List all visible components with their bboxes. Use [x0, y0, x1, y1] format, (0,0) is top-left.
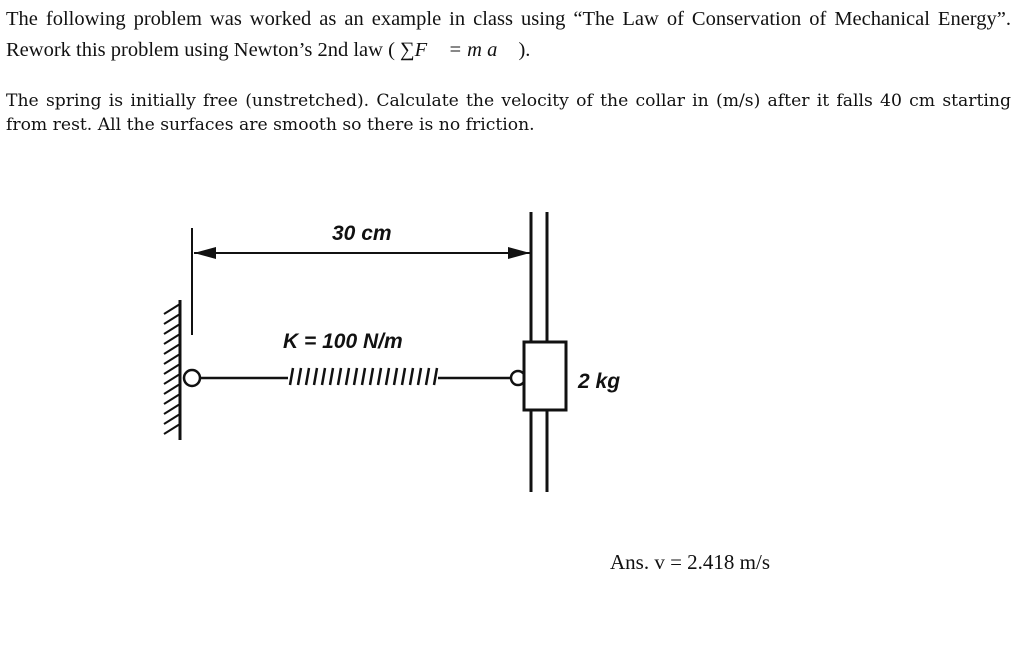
- intro-prefix: The following problem was worked as an example in class using “The Law of Conservation of Mechanical Energy”. Rework this problem using Newton’s 2nd law (: [6, 8, 1011, 61]
- mass-label: 2 kg: [578, 370, 621, 393]
- wall-pin: [184, 370, 200, 386]
- wall-hatching: [164, 304, 180, 434]
- problem-intro: [6, 4, 1011, 66]
- dimension-arrow-left: [194, 247, 216, 259]
- problem-statement: The spring is initially free (unstretched). Calculate the velocity of the collar in (m/s) after it falls 40 cm starting from rest. All the surfaces are smooth so there is no friction.: [6, 91, 1011, 135]
- newton-law-formula: ∑F⃗ = m a⃗: [400, 39, 514, 61]
- answer-line: Ans. v = 2.418 m/s: [610, 550, 771, 574]
- spring-constant-label: K = 100 N/m: [283, 330, 403, 353]
- collar-block: [524, 342, 566, 410]
- spring-coils: [290, 368, 437, 385]
- distance-label: 30 cm: [332, 222, 392, 245]
- intro-suffix: ).: [518, 39, 531, 61]
- dimension-arrow-right: [508, 247, 530, 259]
- spring-collar-diagram: [150, 200, 650, 500]
